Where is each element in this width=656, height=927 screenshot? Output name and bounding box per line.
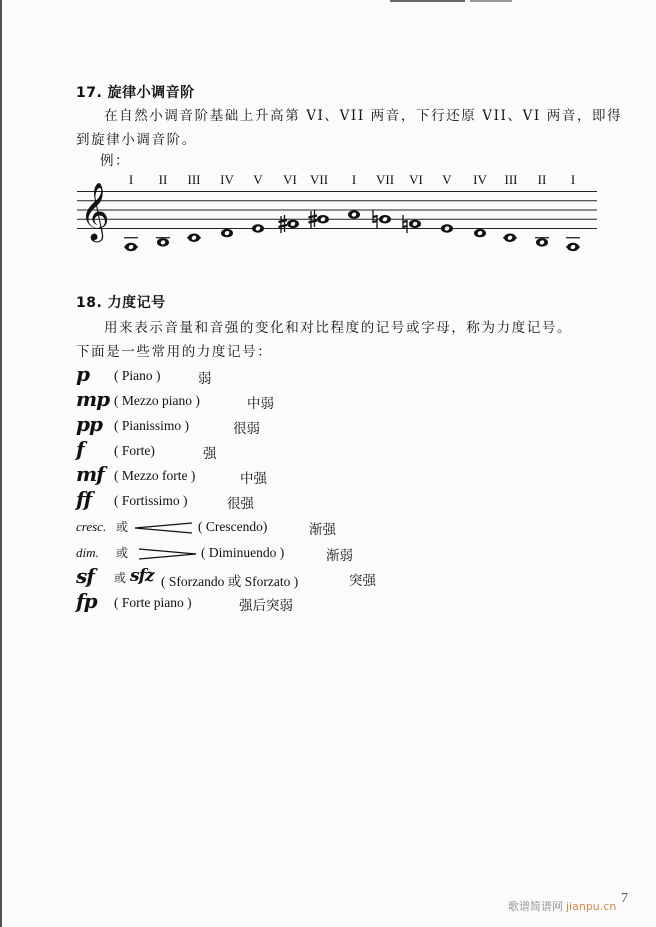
dynamic-alt-symbol: sfz	[130, 566, 154, 586]
page-number: 7	[621, 891, 628, 906]
dynamic-name: ( Mezzo forte )	[114, 468, 196, 483]
dynamic-meaning: 很强	[227, 496, 254, 512]
dynamic-meaning: 强后突弱	[239, 598, 293, 614]
or-word: 或	[114, 571, 127, 585]
degree-label: VII	[375, 172, 395, 187]
melodic-minor-scale-notation	[77, 182, 597, 261]
dynamic-symbol: cresc.	[76, 519, 107, 534]
section-17-paragraph-line1: 在自然小调音阶基础上升高第 VI、VII 两音，下行还原 VII、VI 两音，即得	[104, 108, 623, 124]
or-word: 或	[116, 520, 129, 534]
degree-label: II	[537, 172, 547, 187]
sharp-icon	[279, 215, 288, 233]
dynamic-meaning: 渐弱	[326, 548, 353, 564]
dynamic-name: ( Forte)	[114, 443, 155, 458]
dynamic-symbol: ff	[76, 487, 92, 511]
degree-label: III	[504, 172, 518, 187]
or-word: 或	[116, 546, 129, 560]
dynamic-meaning: 弱	[198, 371, 212, 387]
dynamic-meaning: 很弱	[233, 421, 260, 437]
dynamic-symbol: pp	[76, 412, 102, 436]
dynamic-symbol: p	[76, 362, 89, 386]
dynamic-name: ( Crescendo)	[198, 519, 268, 534]
dynamic-symbol: dim.	[76, 545, 99, 560]
scan-artifact	[470, 0, 512, 2]
dynamic-meaning: 突强	[349, 573, 376, 589]
degree-label: II	[158, 172, 168, 187]
watermark-site-name: 歌谱简谱网	[508, 900, 563, 913]
degree-label: I	[128, 172, 134, 187]
degree-label: VI	[283, 172, 297, 187]
dynamic-name: ( Diminuendo )	[201, 545, 285, 560]
music-staff	[77, 182, 597, 240]
watermark-url: jianpu.cn	[566, 900, 617, 913]
dynamic-symbol: sf	[76, 564, 94, 588]
degree-label: IV	[220, 172, 234, 187]
degree-label: I	[570, 172, 576, 187]
watermark	[508, 898, 616, 914]
diminuendo-hairpin-icon	[138, 548, 198, 564]
treble-clef-icon	[80, 182, 110, 243]
crescendo-hairpin-icon	[134, 522, 194, 538]
natural-icon	[403, 215, 407, 233]
degree-label: I	[351, 172, 357, 187]
section-17-paragraph-line2: 到旋律小调音阶。	[76, 132, 197, 148]
dynamic-symbol: mp	[76, 387, 110, 411]
page-edge	[0, 0, 2, 927]
section-18-paragraph-line2: 下面是一些常用的力度记号：	[76, 344, 273, 360]
dynamic-meaning: 中强	[240, 471, 267, 487]
dynamic-name: ( Forte piano )	[114, 595, 192, 610]
section-18-paragraph-line1: 用来表示音量和音强的变化和对比程度的记号或字母，称为力度记号。	[104, 320, 573, 336]
dynamic-name: ( Sforzando 或 Sforzato )	[161, 574, 299, 589]
degree-label: VI	[409, 172, 423, 187]
dynamic-name: ( Fortissimo )	[114, 493, 188, 508]
degree-label: VII	[309, 172, 329, 187]
dynamic-meaning: 强	[203, 446, 217, 462]
dynamic-meaning: 中弱	[247, 396, 274, 412]
degree-label: III	[187, 172, 201, 187]
section-17-heading: 17. 旋律小调音阶	[76, 85, 195, 101]
example-label: 例：	[100, 153, 131, 169]
dynamic-name: ( Piano )	[114, 368, 161, 383]
degree-label: V	[442, 172, 452, 187]
dynamic-symbol: fp	[76, 589, 97, 613]
dynamic-name: ( Mezzo piano )	[114, 393, 200, 408]
degree-label: V	[253, 172, 263, 187]
dynamic-meaning: 渐强	[309, 522, 336, 538]
svg-text:𝄞: 𝄞	[80, 182, 110, 240]
dynamic-name: ( Pianissimo )	[114, 418, 190, 433]
scan-artifact	[390, 0, 465, 2]
dynamic-symbol: f	[76, 437, 84, 461]
degree-label: IV	[473, 172, 487, 187]
dynamic-symbol: mf	[76, 462, 104, 486]
section-18-heading: 18. 力度记号	[76, 295, 166, 311]
